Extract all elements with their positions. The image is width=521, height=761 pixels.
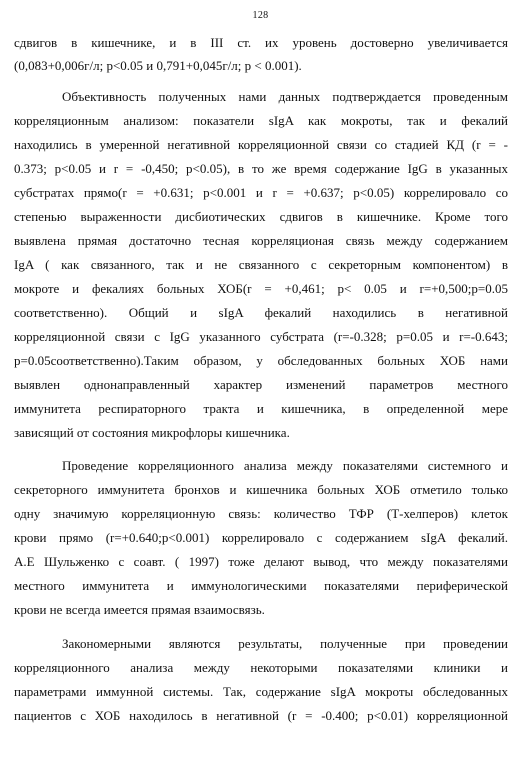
text-line-16: иммунитета респираторного тракта и кишечника, в определенной мере: [14, 401, 508, 416]
text-line-3: Объективность полученных нами данных подтверждается проведенным: [62, 89, 508, 104]
text-line-21: крови прямо (r=+0.640;p<0.001) коррелировало с содержанием sIgA фекалий.: [14, 530, 508, 545]
text-line-22: А.Е Шульженко с соавт. ( 1997) тоже делают вывод, что между показателями: [14, 554, 508, 569]
text-line-15: выявлен однонаправленный характер изменений параметров местного: [14, 377, 508, 392]
text-line-18: Проведение корреляционного анализа между показателями системного и: [62, 458, 508, 473]
text-line-25: Закономерными являются результаты, полученные при проведении: [62, 636, 508, 651]
text-line-11: мокроте и фекалиях больных ХОБ(r = +0,461; p< 0.05 и r=+0,500;p=0.05: [14, 281, 508, 296]
text-line-9: выявлена прямая достаточно тесная корреляционая связь между содержанием: [14, 233, 508, 248]
page-number: 128: [252, 10, 269, 21]
text-line-6: 0.373; p<0.05 и r = -0,450; p<0.05), в то же время содержание IgG в указанных: [14, 161, 508, 176]
text-line-8: степенью выраженности дисбиотических сдвигов в кишечнике. Кроме того: [14, 209, 508, 224]
text-line-19: секреторного иммунитета бронхов и кишечника больных ХОБ отметило только: [14, 482, 508, 497]
text-line-20: одну значимую корреляционную связь: количество ТФР (Т-хелперов) клеток: [14, 506, 508, 521]
text-line-5: находились в умеренной негативной корреляционной связи со стадией КД (r = -: [14, 137, 508, 152]
text-line-26: корреляционного анализа между некоторыми показателями клиники и: [14, 660, 508, 675]
text-line-2: (0,083+0,006г/л; p<0.05 и 0,791+0,045г/л; p < 0.001).: [14, 58, 302, 73]
text-line-14: p=0.05соответственно).Таким образом, у обследованных больных ХОБ нами: [14, 353, 508, 368]
text-line-12: соответственно). Общий и sIgA фекалий находились в негативной: [14, 305, 508, 320]
text-line-4: корреляционным анализом: показатели sIgA как мокроты, так и фекалий: [14, 113, 508, 128]
text-line-23: местного иммунитета и иммунологическими показателями периферической: [14, 578, 508, 593]
text-line-17: зависящий от состояния микрофлоры кишечника.: [14, 425, 290, 440]
text-line-13: корреляционной связи с IgG указанного субстрата (r=-0.328; p=0.05 и r=-0.643;: [14, 329, 508, 344]
text-line-27: параметрами иммунной системы. Так, содержание sIgA мокроты обследованных: [14, 684, 508, 699]
text-line-10: IgA ( как связанного, так и не связанного с секреторным компонентом) в: [14, 257, 508, 272]
text-line-7: субстратах прямо(r = +0.631; p<0.001 и r = +0.637; p<0.05) коррелировало со: [14, 185, 508, 200]
text-line-24: крови не всегда имеется прямая взаимосвязь.: [14, 602, 265, 617]
text-line-28: пациентов с ХОБ находилось в негативной (r = -0.400; p<0.01) корреляционной: [14, 708, 508, 723]
text-line-1: сдвигов в кишечнике, и в III ст. их уровень достоверно увеличивается: [14, 35, 508, 50]
